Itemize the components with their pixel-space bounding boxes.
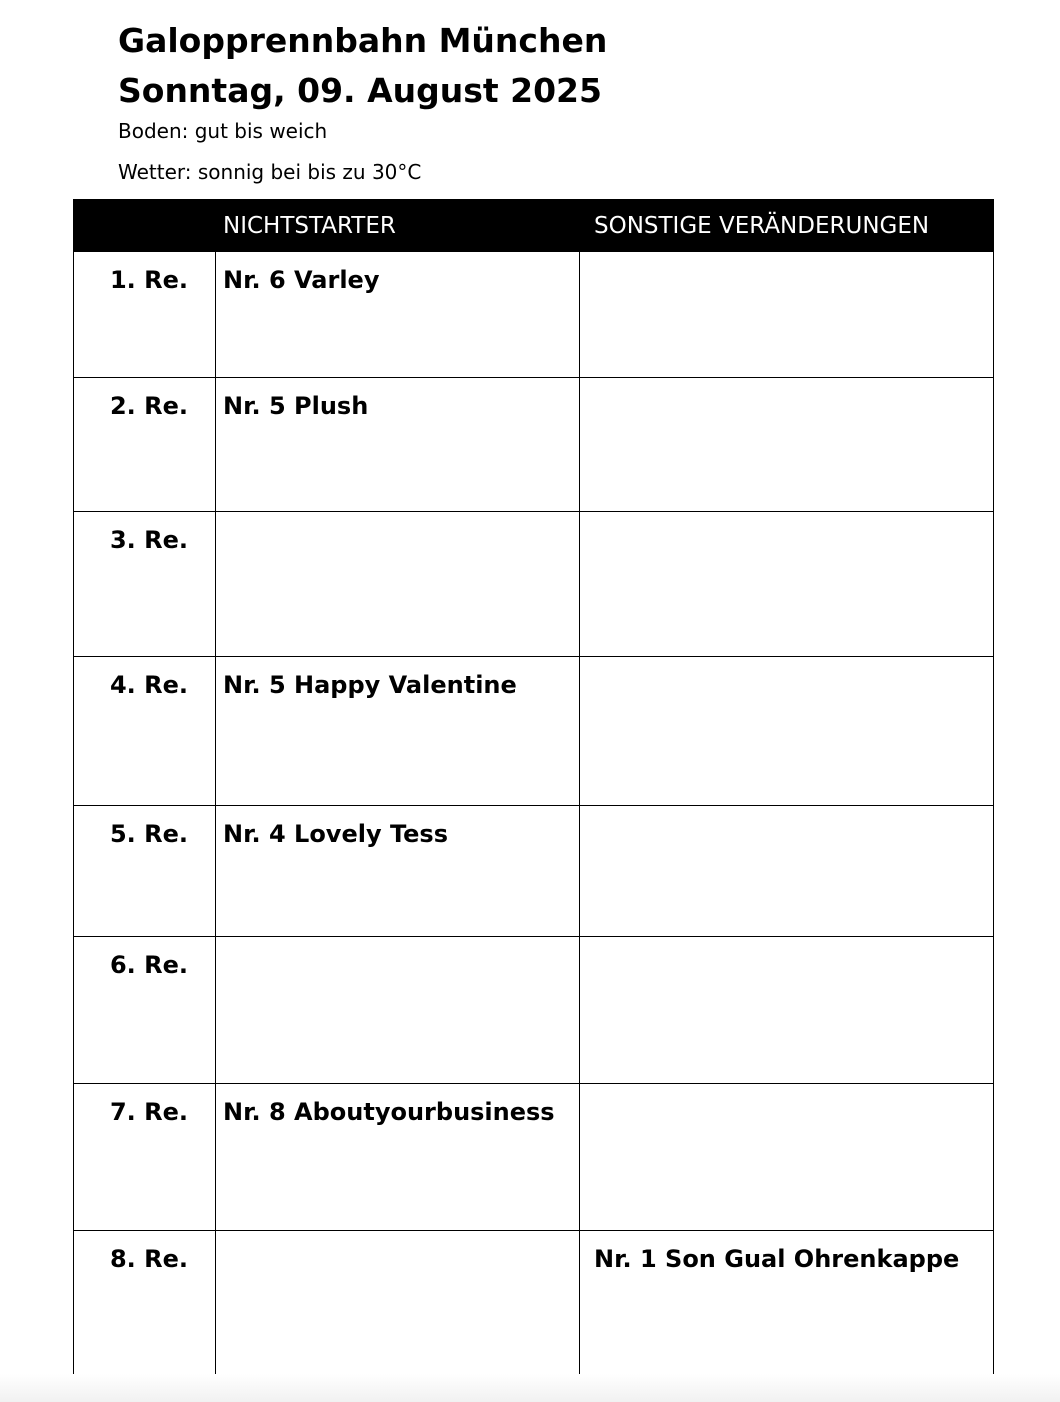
table-header-row xyxy=(74,200,994,252)
other-changes-cell xyxy=(580,1084,994,1231)
changes-table xyxy=(73,199,994,1378)
other-changes-cell xyxy=(580,937,994,1084)
column-header-non-starters: NICHTSTARTER xyxy=(216,200,580,252)
weather-info: Wetter: sonnig bei bis zu 30°C xyxy=(118,160,422,184)
other-changes-cell xyxy=(580,252,994,378)
race-number: 1. Re. xyxy=(74,252,216,378)
race-number: 4. Re. xyxy=(74,657,216,806)
non-starter-cell: Nr. 5 Happy Valentine xyxy=(216,657,580,806)
race-date-title: Sonntag, 09. August 2025 xyxy=(118,71,602,110)
other-changes-cell xyxy=(580,657,994,806)
table-row xyxy=(74,937,994,1084)
column-header-race xyxy=(74,200,216,252)
table-row xyxy=(74,1084,994,1231)
non-starter-cell: Nr. 4 Lovely Tess xyxy=(216,806,580,937)
document-header xyxy=(118,16,607,184)
page-bottom-edge xyxy=(0,1374,1060,1402)
column-header-other-changes: SONSTIGE VERÄNDERUNGEN xyxy=(580,200,994,252)
table-row xyxy=(74,512,994,657)
race-number: 5. Re. xyxy=(74,806,216,937)
venue-title: Galopprennbahn München xyxy=(118,21,608,60)
table-row xyxy=(74,806,994,937)
non-starter-cell: Nr. 5 Plush xyxy=(216,378,580,512)
race-number: 6. Re. xyxy=(74,937,216,1084)
ground-condition: Boden: gut bis weich xyxy=(118,119,328,143)
table-row xyxy=(74,657,994,806)
non-starter-cell xyxy=(216,512,580,657)
other-changes-cell xyxy=(580,806,994,937)
non-starter-cell xyxy=(216,937,580,1084)
non-starter-cell: Nr. 8 Aboutyourbusiness xyxy=(216,1084,580,1231)
race-number: 7. Re. xyxy=(74,1084,216,1231)
race-number: 8. Re. xyxy=(74,1231,216,1378)
table-row xyxy=(74,378,994,512)
table-row xyxy=(74,252,994,378)
non-starter-cell xyxy=(216,1231,580,1378)
other-changes-cell xyxy=(580,378,994,512)
other-changes-cell: Nr. 1 Son Gual Ohrenkappe xyxy=(580,1231,994,1378)
race-number: 3. Re. xyxy=(74,512,216,657)
other-changes-cell xyxy=(580,512,994,657)
race-number: 2. Re. xyxy=(74,378,216,512)
table-row xyxy=(74,1231,994,1378)
non-starter-cell: Nr. 6 Varley xyxy=(216,252,580,378)
